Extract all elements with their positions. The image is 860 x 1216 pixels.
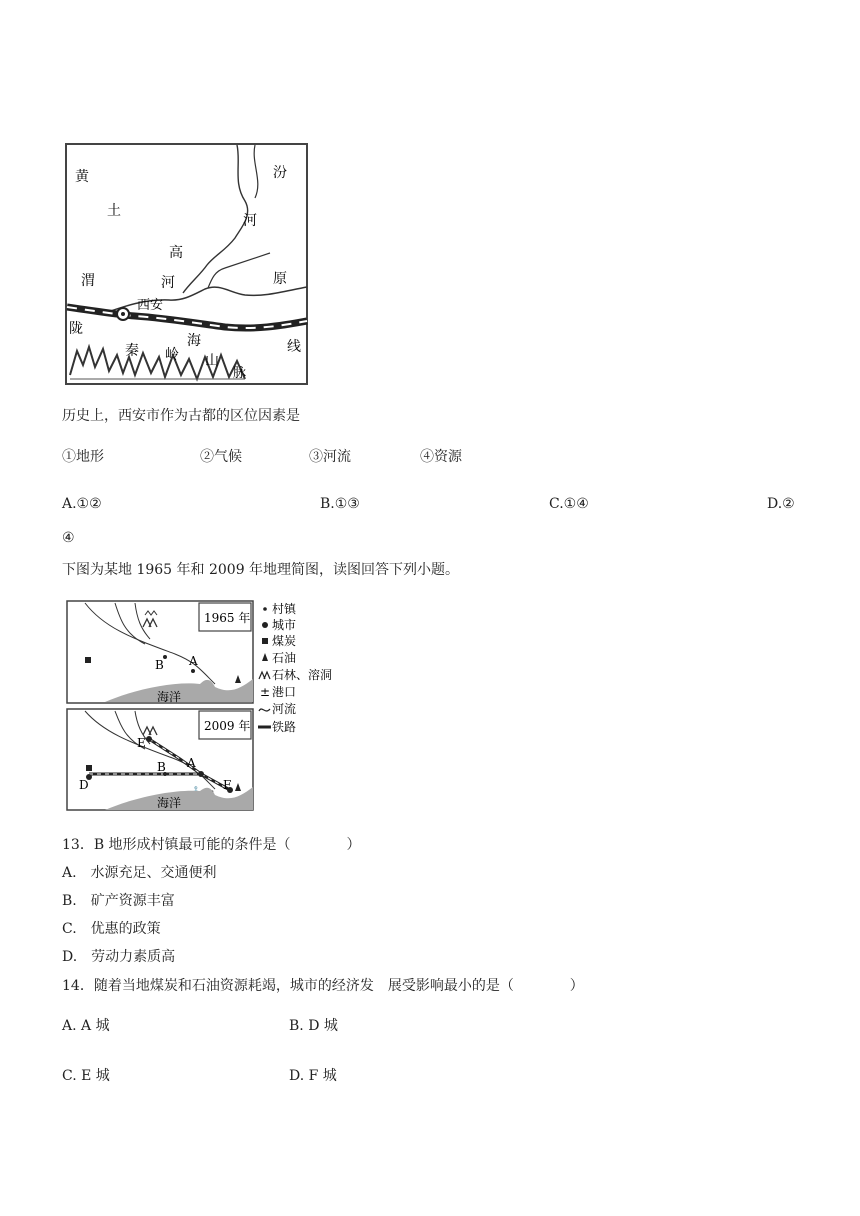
- label-wei: 渭: [81, 273, 95, 289]
- ocean-1965: 海洋: [157, 690, 182, 704]
- q12-option-c[interactable]: C.①④: [549, 496, 589, 512]
- point-b-2009: B: [157, 760, 166, 774]
- label-hai: 海: [187, 333, 201, 349]
- legend-port: 港口: [272, 685, 297, 699]
- label-fen-he: 河: [243, 213, 257, 229]
- label-fen: 汾: [273, 165, 287, 181]
- point-f-2009: F: [223, 778, 232, 792]
- q12-stem: 历史上，西安市作为古都的区位因素是: [62, 408, 300, 424]
- label-xian-line: 线: [287, 339, 301, 355]
- label-xian: 西安: [137, 298, 164, 313]
- label-shan: 山: [205, 353, 219, 369]
- label-huang: 黄: [75, 169, 89, 185]
- q14-option-c[interactable]: C. E 城: [62, 1068, 110, 1084]
- label-tu: 土: [107, 203, 121, 219]
- q13-option-c[interactable]: C. 优惠的政策: [62, 921, 161, 937]
- legend-oil: 石油: [272, 651, 297, 665]
- label-gao: 高: [169, 245, 183, 261]
- q13-option-a[interactable]: A. 水源充足、交通便利: [62, 865, 217, 881]
- q12-option-d[interactable]: D.②: [767, 496, 795, 512]
- q12-item-3: ③河流: [309, 449, 351, 465]
- point-a-1965: A: [189, 654, 198, 668]
- legend-river: 河流: [272, 702, 297, 716]
- q12-item-4: ④资源: [420, 449, 462, 465]
- q14-option-a[interactable]: A. A 城: [62, 1018, 110, 1034]
- panel-1965: [67, 601, 253, 704]
- q12-option-b[interactable]: B.①③: [320, 496, 360, 512]
- year-1965-label: 1965 年: [204, 611, 251, 625]
- map-1965-2009: [65, 599, 347, 812]
- q13-option-b[interactable]: B. 矿产资源丰富: [62, 893, 175, 909]
- legend-city: 城市: [272, 618, 297, 632]
- q13-14-intro: 下图为某地 1965 年和 2009 年地理简图，读图回答下列小题。: [62, 562, 460, 578]
- label-qin: 秦: [125, 343, 139, 359]
- legend-railway: 铁路: [272, 720, 297, 734]
- point-e-2009: E: [137, 736, 146, 750]
- label-mai: 脉: [233, 366, 247, 381]
- point-a-2009: A: [187, 756, 196, 770]
- q14-stem: 14．随着当地煤炭和石油资源耗竭，城市的经济发 展受影响最小的是（ ）: [62, 978, 584, 994]
- label-wei-he: 河: [161, 275, 175, 291]
- label-yuan: 原: [273, 271, 287, 287]
- map-legend: [258, 601, 332, 734]
- legend-coal: 煤炭: [272, 634, 297, 648]
- legend-karst: 石林、溶洞: [272, 668, 333, 682]
- legend-village: 村镇: [272, 602, 297, 616]
- point-b-1965: B: [155, 658, 164, 672]
- q12-item-1: ①地形: [62, 449, 104, 465]
- q13-option-d[interactable]: D. 劳动力素质高: [62, 949, 176, 965]
- legend-port-icon: ±: [260, 685, 271, 699]
- ocean-2009: 海洋: [157, 796, 182, 810]
- xian-location-map: [65, 143, 308, 385]
- q12-option-a[interactable]: A.①②: [62, 496, 102, 512]
- panel-2009: [67, 709, 253, 810]
- label-ling: 岭: [165, 347, 179, 363]
- q14-option-b[interactable]: B. D 城: [289, 1018, 338, 1034]
- year-2009-label: 2009 年: [204, 719, 251, 733]
- q12-item-2: ②气候: [200, 449, 242, 465]
- q13-stem: 13．B 地形成村镇最可能的条件是（ ）: [62, 837, 361, 853]
- q14-option-d[interactable]: D. F 城: [289, 1068, 337, 1084]
- point-d-2009: D: [79, 778, 89, 792]
- q12-option-d-wrap: ④: [62, 530, 75, 546]
- label-long: 陇: [69, 321, 83, 337]
